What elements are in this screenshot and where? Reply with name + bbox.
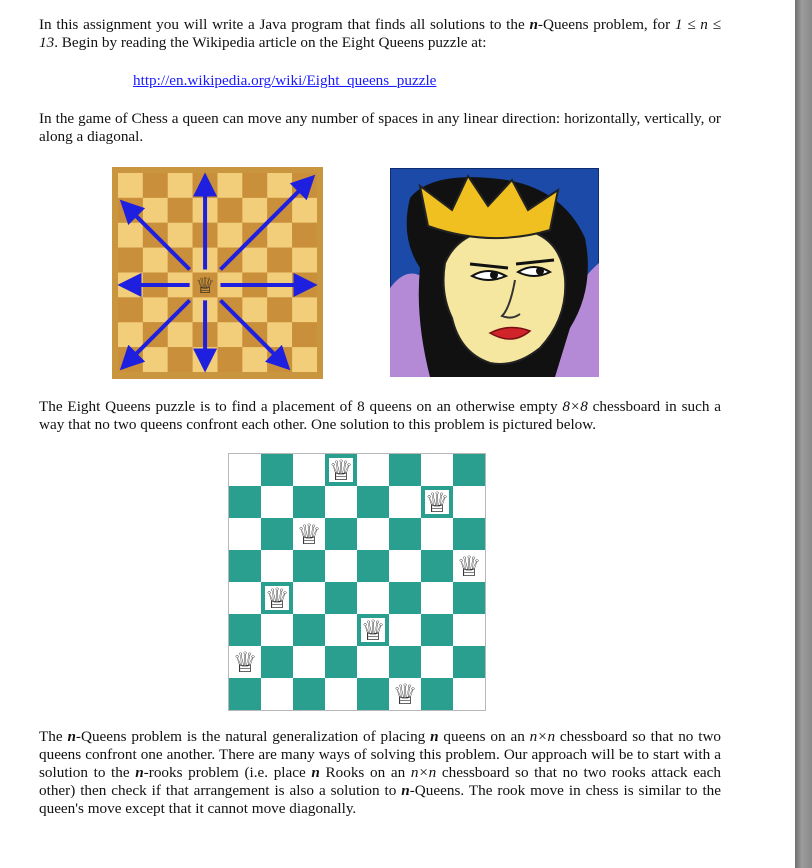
board-square <box>421 614 453 646</box>
board-square <box>293 550 325 582</box>
board-square <box>389 454 421 486</box>
board-square <box>325 614 357 646</box>
board-square <box>421 454 453 486</box>
board-square <box>421 646 453 678</box>
board-square <box>242 173 267 198</box>
board-square <box>242 297 267 322</box>
board-square <box>261 518 293 550</box>
board-square <box>453 486 485 518</box>
board-square <box>143 297 168 322</box>
board-square <box>389 486 421 518</box>
paragraph-queen-move: In the game of Chess a queen can move any number of spaces in any linear direction: horizontally, vertically, or along a diagonal. <box>39 110 721 145</box>
board-square <box>389 582 421 614</box>
board-square <box>168 322 193 347</box>
board-square <box>261 614 293 646</box>
board-square <box>357 518 389 550</box>
board-square <box>421 550 453 582</box>
board-square <box>143 347 168 372</box>
board-square <box>421 518 453 550</box>
board-square <box>293 646 325 678</box>
paragraph-n-queens: The n-Queens problem is the natural generalization of placing n queens on an n×n chessboard so that no two queens confront one another. There are many ways of solving this problem. Our approach will be to start with a solution to the n-rooks problem (i.e. place n Rooks on an n×n chessboard so that no two rooks attack each other) then check if that arrangement is also a solution to n-Queens. The rook move in chess is similar to the queen's move except that it cannot move diagonally. <box>39 728 722 817</box>
board-square <box>357 646 389 678</box>
board-square <box>421 678 453 710</box>
board-square <box>267 322 292 347</box>
board-square <box>261 646 293 678</box>
evil-queen-image <box>390 168 599 377</box>
board-square <box>293 614 325 646</box>
board-square <box>453 646 485 678</box>
queen-piece: ♕ <box>360 614 386 647</box>
board-square <box>267 297 292 322</box>
board-square <box>261 454 293 486</box>
board-square <box>229 582 261 614</box>
board-square <box>118 297 143 322</box>
board-square <box>242 347 267 372</box>
board-square <box>453 454 485 486</box>
board-square <box>218 322 243 347</box>
board-square <box>168 347 193 372</box>
board-square <box>357 550 389 582</box>
queen-piece: ♕ <box>392 678 418 711</box>
queen-piece: ♕ <box>456 550 482 583</box>
board-square <box>389 518 421 550</box>
board-square <box>292 297 317 322</box>
board-square <box>293 582 325 614</box>
board-square <box>293 678 325 710</box>
board-square <box>292 223 317 248</box>
board-square <box>292 198 317 223</box>
board-square <box>261 486 293 518</box>
board-square <box>421 582 453 614</box>
board-square <box>218 347 243 372</box>
board-square <box>143 198 168 223</box>
math-range: 1 ≤ n ≤ 13 <box>39 16 721 51</box>
queen-piece: ♕ <box>328 454 354 487</box>
board-square <box>357 678 389 710</box>
board-square <box>118 173 143 198</box>
board-square <box>229 454 261 486</box>
wikipedia-link[interactable]: http://en.wikipedia.org/wiki/Eight_queens_puzzle <box>133 72 437 89</box>
board-square <box>118 322 143 347</box>
queen-piece: ♕ <box>195 273 215 299</box>
board-square <box>325 486 357 518</box>
board-square <box>293 454 325 486</box>
board-square <box>261 678 293 710</box>
board-square <box>118 248 143 273</box>
queen-piece: ♕ <box>296 518 322 551</box>
board-square <box>218 173 243 198</box>
board-square <box>453 518 485 550</box>
queen-piece: ♕ <box>264 582 290 615</box>
board-square <box>118 223 143 248</box>
board-square <box>143 173 168 198</box>
board-square <box>325 550 357 582</box>
board-square <box>453 614 485 646</box>
board-square <box>229 614 261 646</box>
eight-queens-solution-board <box>228 453 486 711</box>
board-square <box>293 486 325 518</box>
paragraph-eight-queens: The Eight Queens puzzle is to find a placement of 8 queens on an otherwise empty 8×8 chessboard in such a way that no two queens confront each other. One solution to this problem is pictured below. <box>39 398 721 433</box>
board-square <box>357 454 389 486</box>
board-square <box>229 678 261 710</box>
queen-moves-board <box>112 167 323 379</box>
board-square <box>325 646 357 678</box>
page-edge-shadow <box>795 0 812 868</box>
board-square <box>267 173 292 198</box>
board-square <box>292 347 317 372</box>
math-board-size: 8×8 <box>562 398 588 415</box>
board-square <box>325 518 357 550</box>
board-square <box>229 486 261 518</box>
board-square <box>229 550 261 582</box>
board-square <box>453 582 485 614</box>
board-square <box>229 518 261 550</box>
board-square <box>143 248 168 273</box>
board-square <box>389 614 421 646</box>
board-square <box>453 678 485 710</box>
board-square <box>357 486 389 518</box>
board-square <box>292 248 317 273</box>
board-square <box>267 248 292 273</box>
board-square <box>242 248 267 273</box>
board-square <box>325 678 357 710</box>
queen-piece: ♕ <box>424 486 450 519</box>
board-square <box>168 223 193 248</box>
board-square <box>242 198 267 223</box>
queen-piece: ♕ <box>232 646 258 679</box>
board-square <box>389 550 421 582</box>
board-square <box>218 198 243 223</box>
board-square <box>325 582 357 614</box>
board-square <box>168 198 193 223</box>
board-square <box>267 223 292 248</box>
board-square <box>389 646 421 678</box>
board-square <box>292 322 317 347</box>
board-square <box>168 173 193 198</box>
board-square <box>218 223 243 248</box>
board-square <box>261 550 293 582</box>
paragraph-intro: In this assignment you will write a Java program that finds all solutions to the n-Queens problem, for 1 ≤ n ≤ 13. Begin by reading the Wikipedia article on the Eight Queens puzzle at: <box>39 16 721 51</box>
board-square <box>357 582 389 614</box>
